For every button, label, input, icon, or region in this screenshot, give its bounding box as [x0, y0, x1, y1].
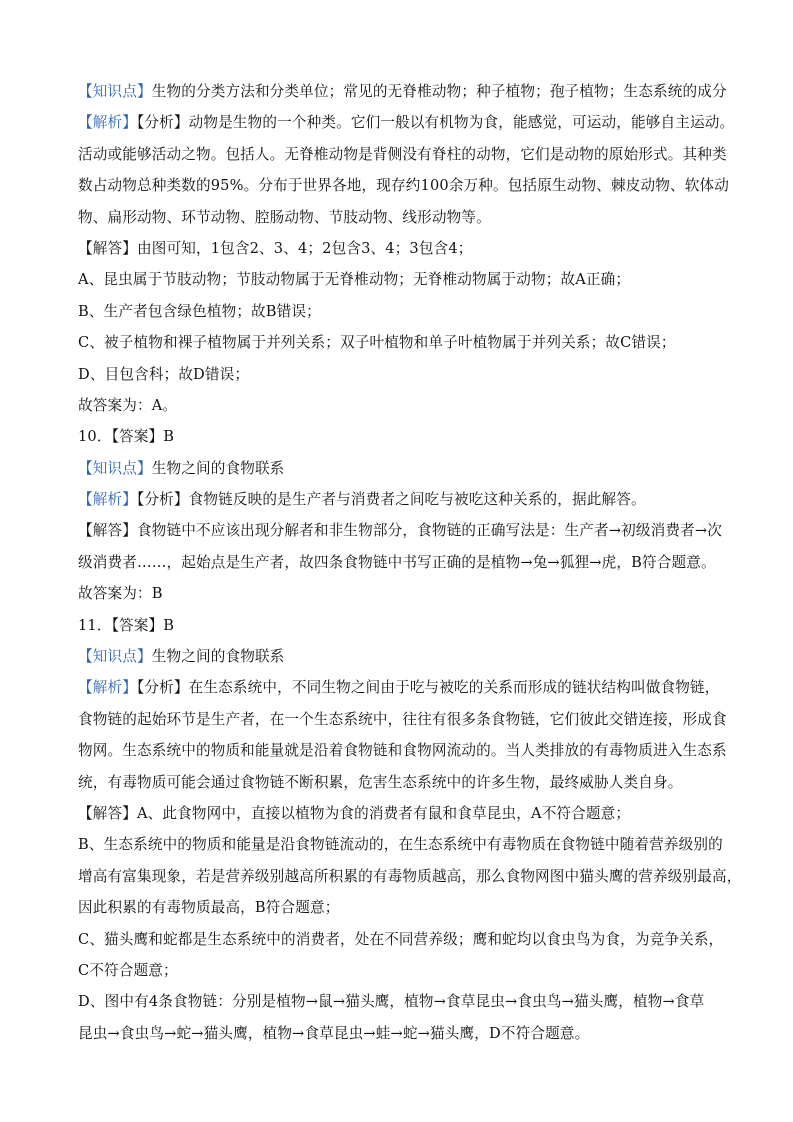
section-tag: 【解析】 — [78, 491, 137, 509]
text-line — [78, 547, 723, 578]
text-line — [78, 861, 742, 892]
line-text: 故答案为：A。 — [78, 396, 178, 414]
text-line — [78, 515, 723, 546]
section-tag: 【解析】 — [78, 679, 137, 697]
text-line — [78, 139, 727, 170]
text-line — [78, 296, 723, 327]
line-text: 【分析】食物链反映的是生产者与消费者之间吃与被吃这种关系的，据此解答。 — [136, 491, 646, 509]
text-line — [78, 1018, 723, 1049]
line-text: 【解答】A、此食物网中，直接以植物为食的消费者有鼠和食草昆虫，A不符合题意； — [78, 804, 631, 822]
line-text: 因此积累的有毒物质最高，B符合题意； — [78, 899, 340, 917]
line-text: 食物链的起始环节是生产者，在一个生态系统中，往往有很多条食物链，它们彼此交错连接，形成食 — [78, 710, 727, 728]
line-text: 级消费者……，起始点是生产者，故四条食物链中书写正确的是植物→兔→狐狸→虎，B符合题意。 — [78, 553, 716, 571]
text-line — [78, 170, 729, 201]
text-line — [78, 76, 727, 107]
text-line — [78, 892, 723, 923]
line-text: D、目包含科；故D错误； — [78, 365, 250, 383]
line-text: 增高有富集现象，若是营养级别越高所积累的有毒物质越高，那么食物网图中猫头鹰的营养级别最高， — [78, 867, 742, 885]
line-text: 物、扁形动物、环节动物、腔肠动物、节肢动物、线形动物等。 — [78, 208, 491, 226]
line-text: B、生态系统中的物质和能量是沿食物链流动的，在生态系统中有毒物质在食物链中随着营养级别的 — [78, 836, 723, 854]
section-tag: 【知识点】 — [78, 83, 152, 100]
text-line — [78, 107, 735, 138]
line-text: 11．【答案】B — [78, 616, 175, 634]
text-line — [78, 672, 723, 703]
line-text: 统，有毒物质可能会通过食物链不断积累，危害生态系统中的许多生物，最终威胁人类自身。 — [78, 773, 683, 791]
text-line — [78, 924, 723, 955]
line-text: A、昆虫属于节肢动物；节肢动物属于无脊椎动物；无脊椎动物属于动物；故A正确； — [78, 271, 631, 289]
text-line — [78, 359, 723, 390]
line-text: D、图中有4条食物链：分别是植物→鼠→猫头鹰，植物→食草昆虫→食虫鸟→猫头鹰，植物→食草 — [78, 993, 705, 1011]
text-line — [78, 767, 723, 798]
line-text: 【解答】食物链中不应该出现分解者和非生物部分，食物链的正确写法是：生产者→初级消费者→次 — [78, 522, 722, 540]
line-text: 生物的分类方法和分类单位；常见的无脊椎动物；种子植物；孢子植物；生态系统的成分 — [151, 83, 727, 100]
text-line — [78, 421, 723, 452]
line-text: C不符合题意； — [78, 961, 178, 979]
line-text: 生物之间的食物联系 — [151, 459, 285, 477]
line-text: C、猫头鹰和蛇都是生态系统中的消费者，处在不同营养级；鹰和蛇均以食虫鸟为食，为竞争关系， — [78, 930, 724, 948]
text-line — [78, 986, 723, 1017]
section-tag: 【知识点】 — [78, 459, 152, 477]
text-line — [78, 484, 723, 515]
text-line — [78, 798, 723, 829]
line-text: 生物之间的食物联系 — [151, 648, 285, 666]
text-line — [78, 955, 723, 986]
line-text: 物网。生态系统中的物质和能量就是沿着食物链和食物网流动的。当人类排放的有毒物质进入生态系 — [78, 742, 727, 760]
line-text: 【分析】动物是生物的一个种类。它们一般以有机物为食，能感觉，可运动，能够自主运动。 — [136, 114, 735, 132]
line-text: 10．【答案】B — [78, 428, 175, 446]
section-tag: 【解析】 — [78, 114, 137, 132]
text-line — [78, 233, 723, 264]
line-text: 活动或能够活动之物。包括人。无脊椎动物是背侧没有脊柱的动物，它们是动物的原始形式。其种类 — [78, 145, 727, 163]
text-line — [78, 735, 727, 766]
line-text: C、被子植物和裸子植物属于并列关系；双子叶植物和单子叶植物属于并列关系；故C错误； — [78, 334, 676, 352]
text-line — [78, 641, 723, 672]
text-line — [78, 390, 723, 421]
line-text: 昆虫→食虫鸟→蛇→猫头鹰，植物→食草昆虫→蛙→蛇→猫头鹰，D不符合题意。 — [78, 1024, 590, 1042]
text-line — [78, 453, 723, 484]
answer-text-body — [78, 76, 742, 1049]
line-text: 故答案为：B — [78, 585, 163, 603]
line-text: 数占动物总种类数的95%。分布于世界各地，现存约100余万种。包括原生动物、棘皮动物、软体动 — [78, 177, 729, 195]
text-line — [78, 264, 723, 295]
line-text: B、生产者包含绿色植物；故B错误； — [78, 302, 321, 320]
text-line — [78, 704, 727, 735]
text-line — [78, 327, 723, 358]
text-line — [78, 202, 723, 233]
text-line — [78, 610, 723, 641]
line-text: 【解答】由图可知，1包含2、3、4；2包含3、4；3包含4； — [78, 239, 473, 257]
line-text: 【分析】在生态系统中，不同生物之间由于吃与被吃的关系而形成的链状结构叫做食物链， — [136, 679, 720, 697]
text-line — [78, 578, 723, 609]
section-tag: 【知识点】 — [78, 648, 152, 666]
text-line — [78, 829, 723, 860]
